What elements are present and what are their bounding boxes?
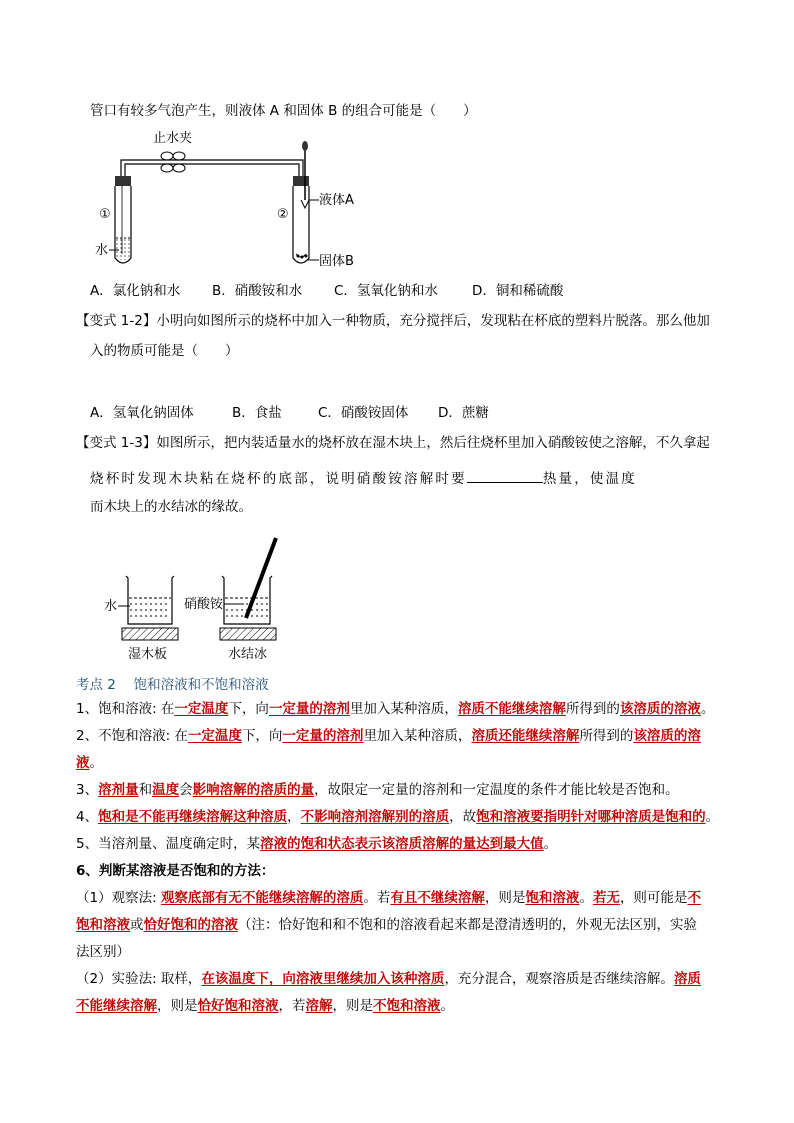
- key-term: 溶质还能继续溶解: [471, 728, 580, 744]
- topic2-p1: [76, 700, 714, 718]
- text: 。: [543, 836, 558, 852]
- topic2-p7: [76, 889, 701, 907]
- key-term: 在该温度下，向溶液里继续加入该种溶质: [201, 971, 445, 987]
- clip-label: 止水夹: [153, 131, 193, 146]
- text: ，则是: [332, 998, 373, 1014]
- key-term: 不饱和溶液: [373, 998, 441, 1014]
- key-term: 一定量的溶剂: [282, 728, 364, 744]
- key-term: 恰好饱和溶液: [197, 998, 279, 1014]
- topic2-p5: [76, 835, 557, 853]
- key-term: 不能继续溶解: [76, 998, 157, 1014]
- text: 。: [89, 755, 103, 771]
- topic2-p9: 法区别）: [76, 944, 130, 960]
- v13-line1: [76, 434, 710, 452]
- text: 。: [579, 890, 593, 906]
- text: 。: [440, 998, 454, 1014]
- solid-b-label: 固体B: [319, 254, 354, 269]
- topic2-p2: [76, 727, 701, 745]
- text: 所得到的: [579, 728, 634, 744]
- key-term: 液: [76, 755, 90, 771]
- v13-text2b: 热量，使温度: [542, 471, 638, 487]
- text: （注：恰好饱和和不饱和的溶液看起来都是澄清透明的，外观无法区别，实验: [238, 917, 697, 933]
- text: ，充分混合，观察溶质是否继续溶解。: [444, 971, 674, 987]
- key-term: 恰好饱和的溶液: [143, 917, 238, 933]
- text: 下，向: [228, 701, 269, 717]
- text: 1、饱和溶液: 在: [76, 701, 175, 717]
- key-term: 温度: [152, 782, 180, 798]
- topic2-p11: [76, 997, 454, 1015]
- text: 2、不饱和溶液: 在: [76, 728, 188, 744]
- q1-option-c[interactable]: C．氢氧化钠和水: [334, 283, 438, 299]
- key-term: 溶剂量: [98, 782, 139, 798]
- key-term: 饱和溶液要: [476, 809, 544, 825]
- text: ，故: [449, 809, 477, 825]
- text: 3、: [76, 782, 99, 798]
- q1-option-b[interactable]: B．硝酸铵和水: [212, 283, 303, 299]
- text: ，则可能是: [619, 890, 688, 906]
- tube1-label: ①: [99, 207, 111, 222]
- text: 会: [179, 782, 193, 798]
- answer-blank[interactable]: [467, 468, 543, 483]
- text: 4、: [76, 809, 99, 825]
- key-term: 饱和溶液: [525, 890, 580, 906]
- key-term: 不: [687, 890, 701, 906]
- key-term: 观察底部有无不能继续溶解的溶质: [160, 890, 364, 906]
- v13-text1: 如图所示，把内装适量水的烧杯放在湿木块上，然后往烧杯里加入硝酸铵使之溶解，不久拿起: [156, 435, 710, 451]
- v12-tag: 【变式 1-2】: [76, 313, 157, 329]
- v12-option-c[interactable]: C．硝酸铵固体: [318, 405, 409, 421]
- text: ，则是: [157, 998, 198, 1014]
- text: 。: [700, 701, 715, 717]
- stirring-rod: [246, 538, 276, 618]
- key-term: 该溶质的溶液: [619, 701, 701, 717]
- topic2-p2-cont: [76, 754, 103, 772]
- text: 下，向: [241, 728, 283, 744]
- key-term: 饱和是不能再继续溶解这种溶质: [98, 809, 288, 825]
- ice-label: 水结冰: [228, 647, 268, 662]
- key-term: 影响溶解的溶质的量: [192, 782, 315, 798]
- clip-icon: [161, 152, 185, 172]
- topic2-p8: [76, 916, 697, 934]
- key-term: 溶质不能继续溶解: [457, 701, 566, 717]
- key-term: 一定温度: [174, 701, 229, 717]
- key-term: 溶液的饱和状态表示该溶质溶解的量达到最大值: [260, 836, 544, 852]
- text: 。: [705, 809, 720, 825]
- key-term: 若无: [592, 890, 620, 906]
- key-term: 溶解: [305, 998, 333, 1014]
- v12-option-d[interactable]: D．蔗糖: [438, 405, 489, 421]
- topic2-p10: [76, 970, 701, 988]
- key-term: 饱和溶液: [76, 917, 130, 933]
- key-term: 一定量的溶剂: [268, 701, 350, 717]
- q1-option-d[interactable]: D．铜和稀硫酸: [472, 283, 564, 299]
- water-label: 水: [95, 243, 109, 258]
- text: ，故限定一定量的溶剂和一定温度的条件才能比较是否饱和。: [314, 782, 679, 798]
- q1-option-a[interactable]: A．氯化钠和水: [90, 283, 181, 299]
- text: 和: [138, 782, 153, 798]
- beaker-figure: [100, 534, 300, 664]
- key-term: 指明针对哪种溶质是饱和的: [543, 809, 706, 825]
- v12-options: [90, 404, 489, 422]
- topic2-heading: 考点 2 饱和溶液和不饱和溶液: [76, 677, 269, 693]
- v12-line1: [76, 312, 710, 330]
- water-label: 水: [104, 599, 118, 614]
- text: （1）观察法:: [76, 890, 161, 906]
- liquid-a-label: 液体A: [319, 193, 354, 208]
- v12-line2: 入的物质可能是（ ）: [90, 343, 239, 359]
- key-term: 有且不继续溶解: [390, 890, 485, 906]
- text: 或: [130, 917, 144, 933]
- q1-options: [90, 282, 563, 300]
- topic2-p3: [76, 781, 679, 799]
- v12-option-a[interactable]: A．氢氧化钠固体: [90, 405, 194, 421]
- topic2-p4: [76, 808, 719, 826]
- board-label: 湿木板: [128, 647, 168, 662]
- q1-stem: 管口有较多气泡产生，则液体 A 和固体 B 的组合可能是（ ）: [90, 103, 477, 119]
- tube2-label: ②: [277, 207, 289, 222]
- topic2-p6: 6、判断某溶液是否饱和的方法：: [76, 863, 275, 879]
- v13-line3: 而木块上的水结冰的缘故。: [90, 499, 252, 515]
- key-term: 该溶质的溶: [633, 728, 701, 744]
- v12-text1: 小明向如图所示的烧杯中加入一种物质，充分搅拌后，发现粘在杯底的塑料片脱落。那么他加: [156, 313, 710, 329]
- v13-line2: [90, 468, 637, 488]
- text: 里加入某种溶质，: [349, 701, 458, 717]
- text: ，若: [278, 998, 306, 1014]
- text: （2）实验法: 取样，: [76, 971, 202, 987]
- text: ，: [287, 809, 301, 825]
- v12-option-b[interactable]: B．食盐: [232, 405, 282, 421]
- text: 所得到的: [565, 701, 620, 717]
- test-tube-apparatus-figure: [95, 126, 354, 276]
- v13-text2a: 烧杯时发现木块粘在烧杯的底部，说明硝酸铵溶解时要: [90, 471, 467, 487]
- text: 里加入某种溶质，: [363, 728, 472, 744]
- text: 5、当溶剂量、温度确定时，某: [76, 836, 261, 852]
- key-term: 一定温度: [187, 728, 242, 744]
- key-term: 不影响溶剂溶解别的溶质: [300, 809, 450, 825]
- text: 。若: [363, 890, 391, 906]
- salt-label: 硝酸铵: [184, 597, 224, 612]
- text: ，则是: [484, 890, 526, 906]
- v13-tag: 【变式 1-3】: [76, 435, 157, 451]
- key-term: 溶质: [673, 971, 701, 987]
